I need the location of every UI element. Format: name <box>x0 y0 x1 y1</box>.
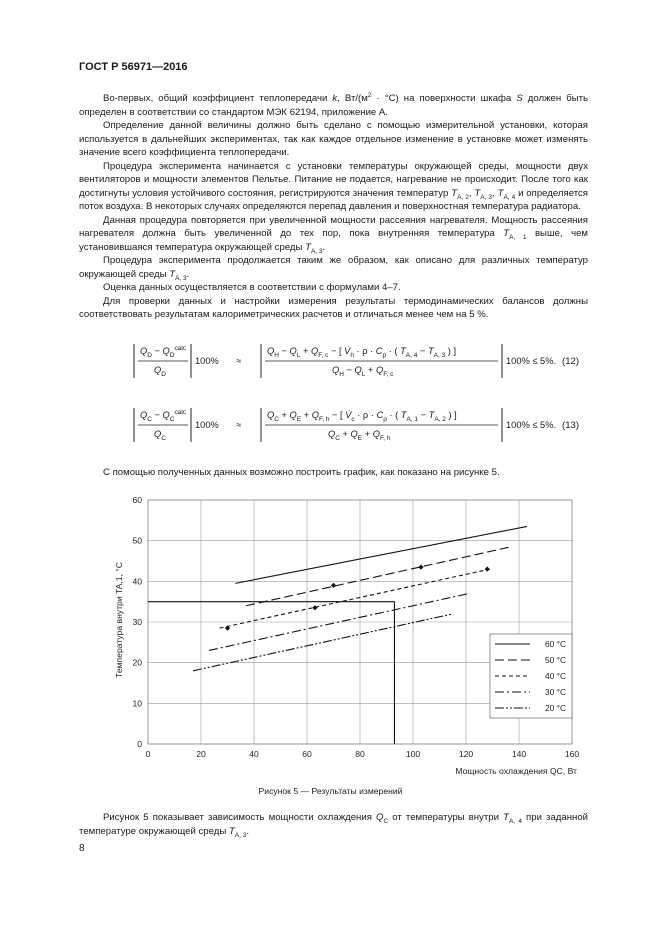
paragraph-2: Определение данной величины должно быть сделано с помощью измерительной установки, которая используется в дальнейших экспериментах, так как каждое отдельное изменение в установке может изменять значение всего коэффициента теплопередачи. <box>79 120 588 158</box>
figure-5-chart <box>90 490 600 780</box>
x-tick-label: 40 <box>249 749 259 759</box>
data-point-marker <box>485 567 490 572</box>
legend-label: 50 °C <box>544 655 566 665</box>
x-axis-label: Мощность охлаждения QC, Вт <box>455 766 577 776</box>
series-line-40c <box>220 569 490 628</box>
data-point-marker <box>312 605 317 610</box>
equation-13-number: (13) <box>562 420 580 431</box>
x-tick-label: 160 <box>564 749 580 759</box>
closing-text: Рисунок 5 показывает зависимость мощности охлаждения $Q_C$ от температуры внутри $T_{A, 4}$ при заданной температуре окружающей среды $T_{A, 3}$. <box>79 812 589 839</box>
y-tick-label: 40 <box>132 576 142 587</box>
figure-caption: Рисунок 5 — Результаты измерений <box>258 786 403 796</box>
eq12-tail: 100% ≤ 5%. <box>506 356 557 366</box>
paragraph-3: Процедура эксперимента начинается с установки температуры окружающей среды, мощности двух вентиляторов и мощности элементов Пельтье. Питание не подается, нагревание не происходит. После того как достигнуты условия устойчивого состояния, регистрируются значения температур $T_{A, 2}$, $T_{A, 3}$, $T_{A, 4}$ и определяется поток воздуха. В некоторых случаях определяются перепад давления и поверхностная температура радиатора. <box>79 160 589 212</box>
page-number: 8 <box>79 843 85 854</box>
x-tick-label: 60 <box>302 749 312 759</box>
y-tick-label: 20 <box>132 657 142 668</box>
body-text <box>79 92 588 322</box>
paragraph-4: Данная процедура повторяется при увеличенной мощности рассеяния нагревателя. Мощность рассеяния нагревателя должна быть увеличенной до тех пор, пока внутренняя температура $T_{A, 1}$ выше, чем установившаяся температура окружающей среды $T_{A, 3}$. <box>79 214 589 255</box>
x-tick-label: 80 <box>355 749 365 759</box>
legend-label: 60 °C <box>544 639 566 649</box>
paragraph-7: Для проверки данных и настройки измерения результаты термодинамических балансов должны соответствовать результатам калориметрических расчетов и отличаться менее чем на 5 %. <box>79 295 588 320</box>
y-tick-label: 50 <box>132 535 142 546</box>
legend-label: 20 °C <box>544 703 566 713</box>
x-tick-label: 140 <box>511 749 527 759</box>
equation-12-number: (12) <box>562 356 580 367</box>
document-header: ГОСТ Р 56971—2016 <box>79 61 188 73</box>
data-point-marker <box>418 565 423 570</box>
paragraph-1: Во-первых, общий коэффициент теплопередачи k, $Вт/(м^2 \cdot ^\circ С)$ на поверхности шкафа S должен быть определен в соответствии со стандартом МЭК 62194, приложение А. <box>79 91 588 118</box>
series-line-20c <box>193 614 453 671</box>
legend-label: 40 °C <box>544 671 566 681</box>
eq12-percent: 100% <box>195 356 219 366</box>
y-tick-label: 30 <box>132 617 142 627</box>
equation-13: $Q_C - Q_C^{calc}$ $Q_C$ 100% ≈ $Q_C + Q_E + Q_{F, h}$ − [ $V̇_c \cdot \rho \cdot C_p$ · ( $T_{A, 1} - T_{A, 2}$ ) ] $Q_C + Q_E + Q_{F, h}$ 100% ≤ 5%. <box>140 408 557 442</box>
paragraph-5: Процедура эксперимента продолжается таким же образом, как описано для различных температур окружающей среды $T_{A, 3}$. <box>79 255 588 282</box>
y-tick-label: 0 <box>137 739 142 749</box>
x-tick-label: 100 <box>405 749 421 759</box>
data-point-marker <box>331 583 336 588</box>
eq13-tail: 100% ≤ 5%. <box>506 420 557 430</box>
x-tick-label: 20 <box>196 749 206 759</box>
chart-intro: С помощью полученных данных возможно построить график, как показано на рисунке 5. <box>103 467 500 478</box>
x-tick-label: 0 <box>145 749 151 759</box>
legend-label: 30 °C <box>544 687 566 697</box>
y-tick-label: 60 <box>132 495 142 505</box>
y-axis-label: Температура внутри TA,1, °С <box>114 562 124 678</box>
equation-12: $Q_D - Q_D^{calc}$ $Q_D$ 100% ≈ $Q_H - Q_L + Q_{F, c}$ − [ $V̇_h \cdot \rho \cdot C_p$ · ( $T_{A, 4} - T_{A, 3}$ ) ] $Q_H - Q_L + Q_{F, c}$ 100% ≤ 5%. <box>140 344 557 378</box>
eq13-percent: 100% <box>195 420 219 430</box>
x-tick-label: 120 <box>458 749 474 759</box>
series-line-60c <box>235 526 527 583</box>
paragraph-6: Оценка данных осуществляется в соответствии с формулами 4–7. <box>103 282 401 293</box>
y-tick-label: 10 <box>132 698 142 709</box>
